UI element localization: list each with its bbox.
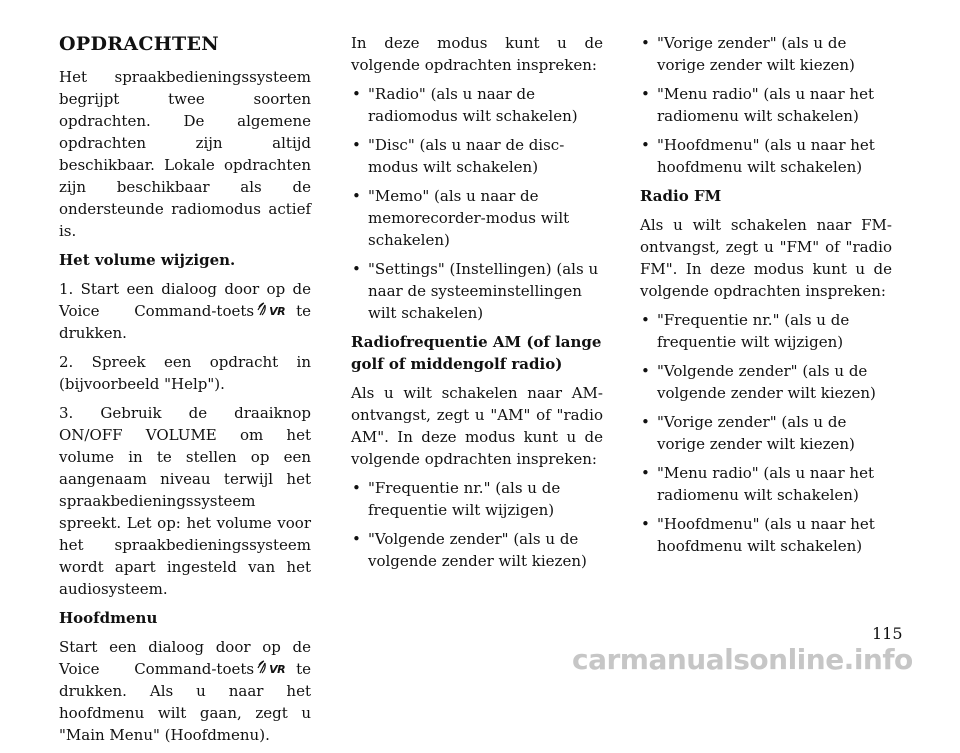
fm-heading: Radio FM [640,187,722,205]
volume-heading: Het volume wijzigen. [59,251,236,269]
intro-paragraph: Het spraakbedieningssysteem begrijpt twee soorten opdrachten. De algemene opdrachten zijn altijd beschikbaar. Lokale opdrachten zijn beschikbaar als de ondersteunde radiomodus actief is. [59,68,311,240]
main-menu-paragraph [59,636,311,746]
column-middle [351,32,603,579]
step-1 [59,278,311,344]
fm-command-list [640,309,892,557]
list-item: • "Vorige zender" (als u de vorige zender wilt kiezen) [640,32,892,76]
list-item: • "Volgende zender" (als u de volgende zender wilt kiezen) [640,360,892,404]
main-menu-heading: Hoofdmenu [59,609,158,627]
fm-intro: Als u wilt schakelen naar FM-ontvangst, zegt u "FM" of "radio FM". In deze modus kunt u de volgende opdrachten inspreken: [640,216,892,300]
am-command-list [351,477,603,572]
list-item: • "Frequentie nr." (als u de frequentie wilt wijzigen) [351,477,603,521]
column-right [640,32,892,564]
watermark: carmanualsonline.info [572,643,913,676]
step-3: 3. Gebruik de draaiknop ON/OFF VOLUME om het volume in te stellen op een aangenaam niveau terwijl het spraakbedieningssysteem spreekt. Let op: het volume voor het spraakbedieningssysteem wordt apart ingesteld van het audiosysteem. [59,404,311,598]
mode-intro: In deze modus kunt u de volgende opdrachten inspreken: [351,34,603,74]
am-heading: Radiofrequentie AM (of lange golf of middengolf radio) [351,333,602,373]
step-1-text-b: te drukken. [59,302,311,342]
section-title: OPDRACHTEN [59,33,219,55]
list-item: • "Radio" (als u naar de radiomodus wilt schakelen) [351,83,603,127]
am-command-list-continued [640,32,892,178]
list-item: • "Disc" (als u naar de disc-modus wilt schakelen) [351,134,603,178]
mode-command-list [351,83,603,324]
voice-command-icon: VR [257,302,293,318]
list-item: • "Menu radio" (als u naar het radiomenu wilt schakelen) [640,462,892,506]
list-item: • "Vorige zender" (als u de vorige zender wilt kiezen) [640,411,892,455]
am-intro: Als u wilt schakelen naar AM-ontvangst, zegt u "AM" of "radio AM". In deze modus kunt u de volgende opdrachten inspreken: [351,384,603,468]
step-2: 2. Spreek een opdracht in (bijvoorbeeld "Help"). [59,353,311,393]
list-item: • "Memo" (als u naar de memorecorder-modus wilt schakelen) [351,185,603,251]
list-item: • "Settings" (Instellingen) (als u naar de systeeminstellingen wilt schakelen) [351,258,603,324]
main-menu-text-a: Start een dialoog door op de Voice Command-toets [59,638,311,678]
step-1-text-a: 1. Start een dialoog door op de Voice Command-toets [59,280,311,320]
list-item: • "Hoofdmenu" (als u naar het hoofdmenu wilt schakelen) [640,134,892,178]
list-item: • "Volgende zender" (als u de volgende zender wilt kiezen) [351,528,603,572]
list-item: • "Frequentie nr." (als u de frequentie wilt wijzigen) [640,309,892,353]
list-item: • "Hoofdmenu" (als u naar het hoofdmenu wilt schakelen) [640,513,892,557]
list-item: • "Menu radio" (als u naar het radiomenu wilt schakelen) [640,83,892,127]
column-left [59,32,311,753]
main-menu-text-b: te drukken. Als u naar het hoofdmenu wilt gaan, zegt u "Main Menu" (Hoofdmenu). [59,660,311,744]
page-number: 115 [872,624,903,643]
voice-command-icon: VR [257,660,293,676]
